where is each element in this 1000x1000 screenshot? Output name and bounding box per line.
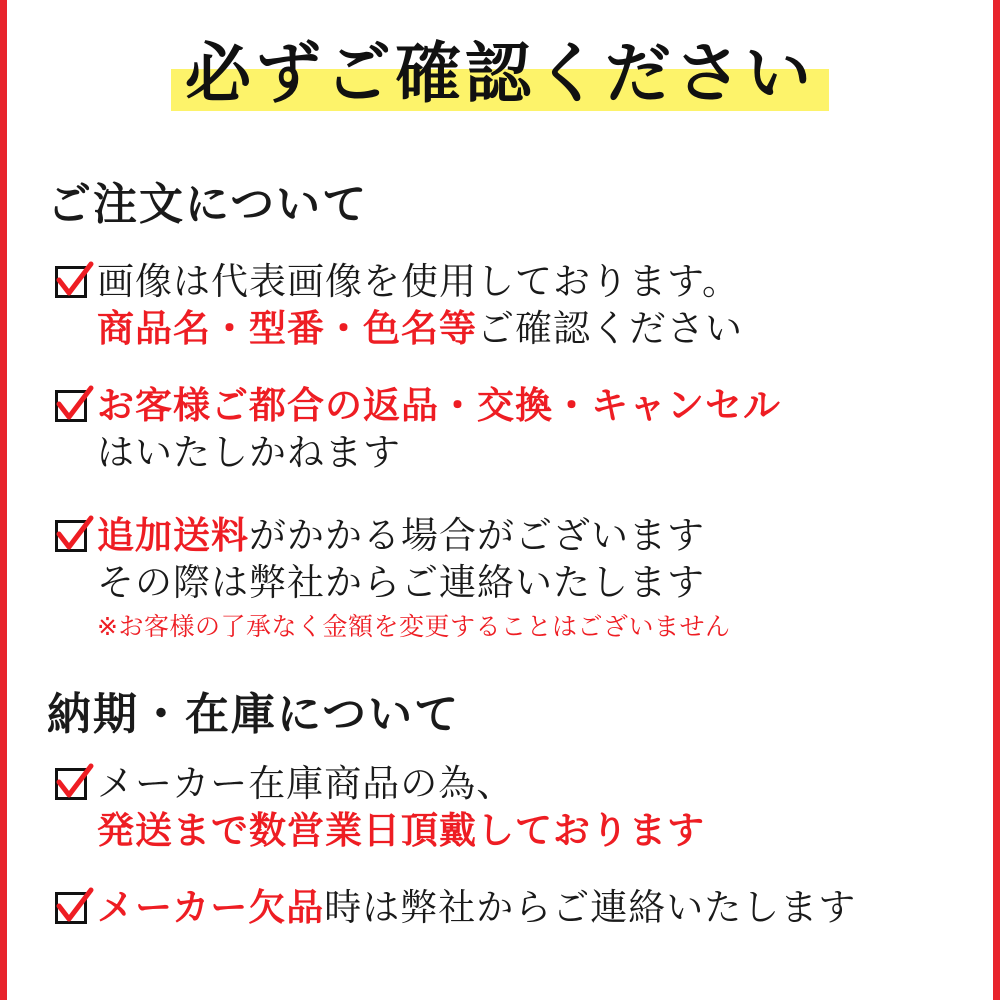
list-item-text xyxy=(97,382,963,477)
list-item xyxy=(53,760,963,855)
notice-content xyxy=(7,0,993,1000)
item1-line2-black: ご確認ください xyxy=(477,307,743,351)
list-item-text xyxy=(97,258,963,353)
checkmark-icon xyxy=(53,888,93,928)
list-item xyxy=(53,512,963,643)
item5-line1-red: メーカー欠品 xyxy=(97,886,325,929)
section-heading-orders: ご注文について xyxy=(47,179,369,230)
checkmark-icon xyxy=(53,386,93,426)
item3-line1 xyxy=(97,512,963,559)
item1-line2-red: 商品名・型番・色名等 xyxy=(97,307,477,351)
item2-line2: はいたしかねます xyxy=(97,431,401,475)
item4-line2: 発送まで数営業日頂戴しております xyxy=(97,809,705,853)
item3-line2: その際は弊社からご連絡いたします xyxy=(97,561,705,605)
title-text: 必ずご確認ください xyxy=(185,35,815,112)
item3-line1-black: がかかる場合がございます xyxy=(249,514,705,557)
item4-line1: メーカー在庫商品の為、 xyxy=(97,762,515,805)
page-title xyxy=(171,34,829,117)
item3-note: ※お客様の了承なく金額を変更することはございません xyxy=(97,611,731,641)
item5-line1-black: 時は弊社からご連絡いたします xyxy=(324,886,857,929)
title-block xyxy=(7,34,993,117)
item1-line1: 画像は代表画像を使用しております。 xyxy=(97,260,741,303)
list-item-text xyxy=(97,884,963,931)
checkmark-icon xyxy=(53,262,93,302)
item1-line2 xyxy=(97,305,963,352)
checkmark-icon xyxy=(53,516,93,556)
list-item xyxy=(53,382,963,477)
list-item xyxy=(53,884,963,931)
item5-line1 xyxy=(97,884,963,931)
item2-line1: お客様ご都合の返品・交換・キャンセル xyxy=(97,384,781,427)
list-item-text xyxy=(97,512,963,643)
list-item-text xyxy=(97,760,963,855)
checkmark-icon xyxy=(53,764,93,804)
list-item xyxy=(53,258,963,353)
item3-line1-red: 追加送料 xyxy=(97,514,249,557)
section-heading-delivery: 納期・在庫について xyxy=(47,689,461,740)
